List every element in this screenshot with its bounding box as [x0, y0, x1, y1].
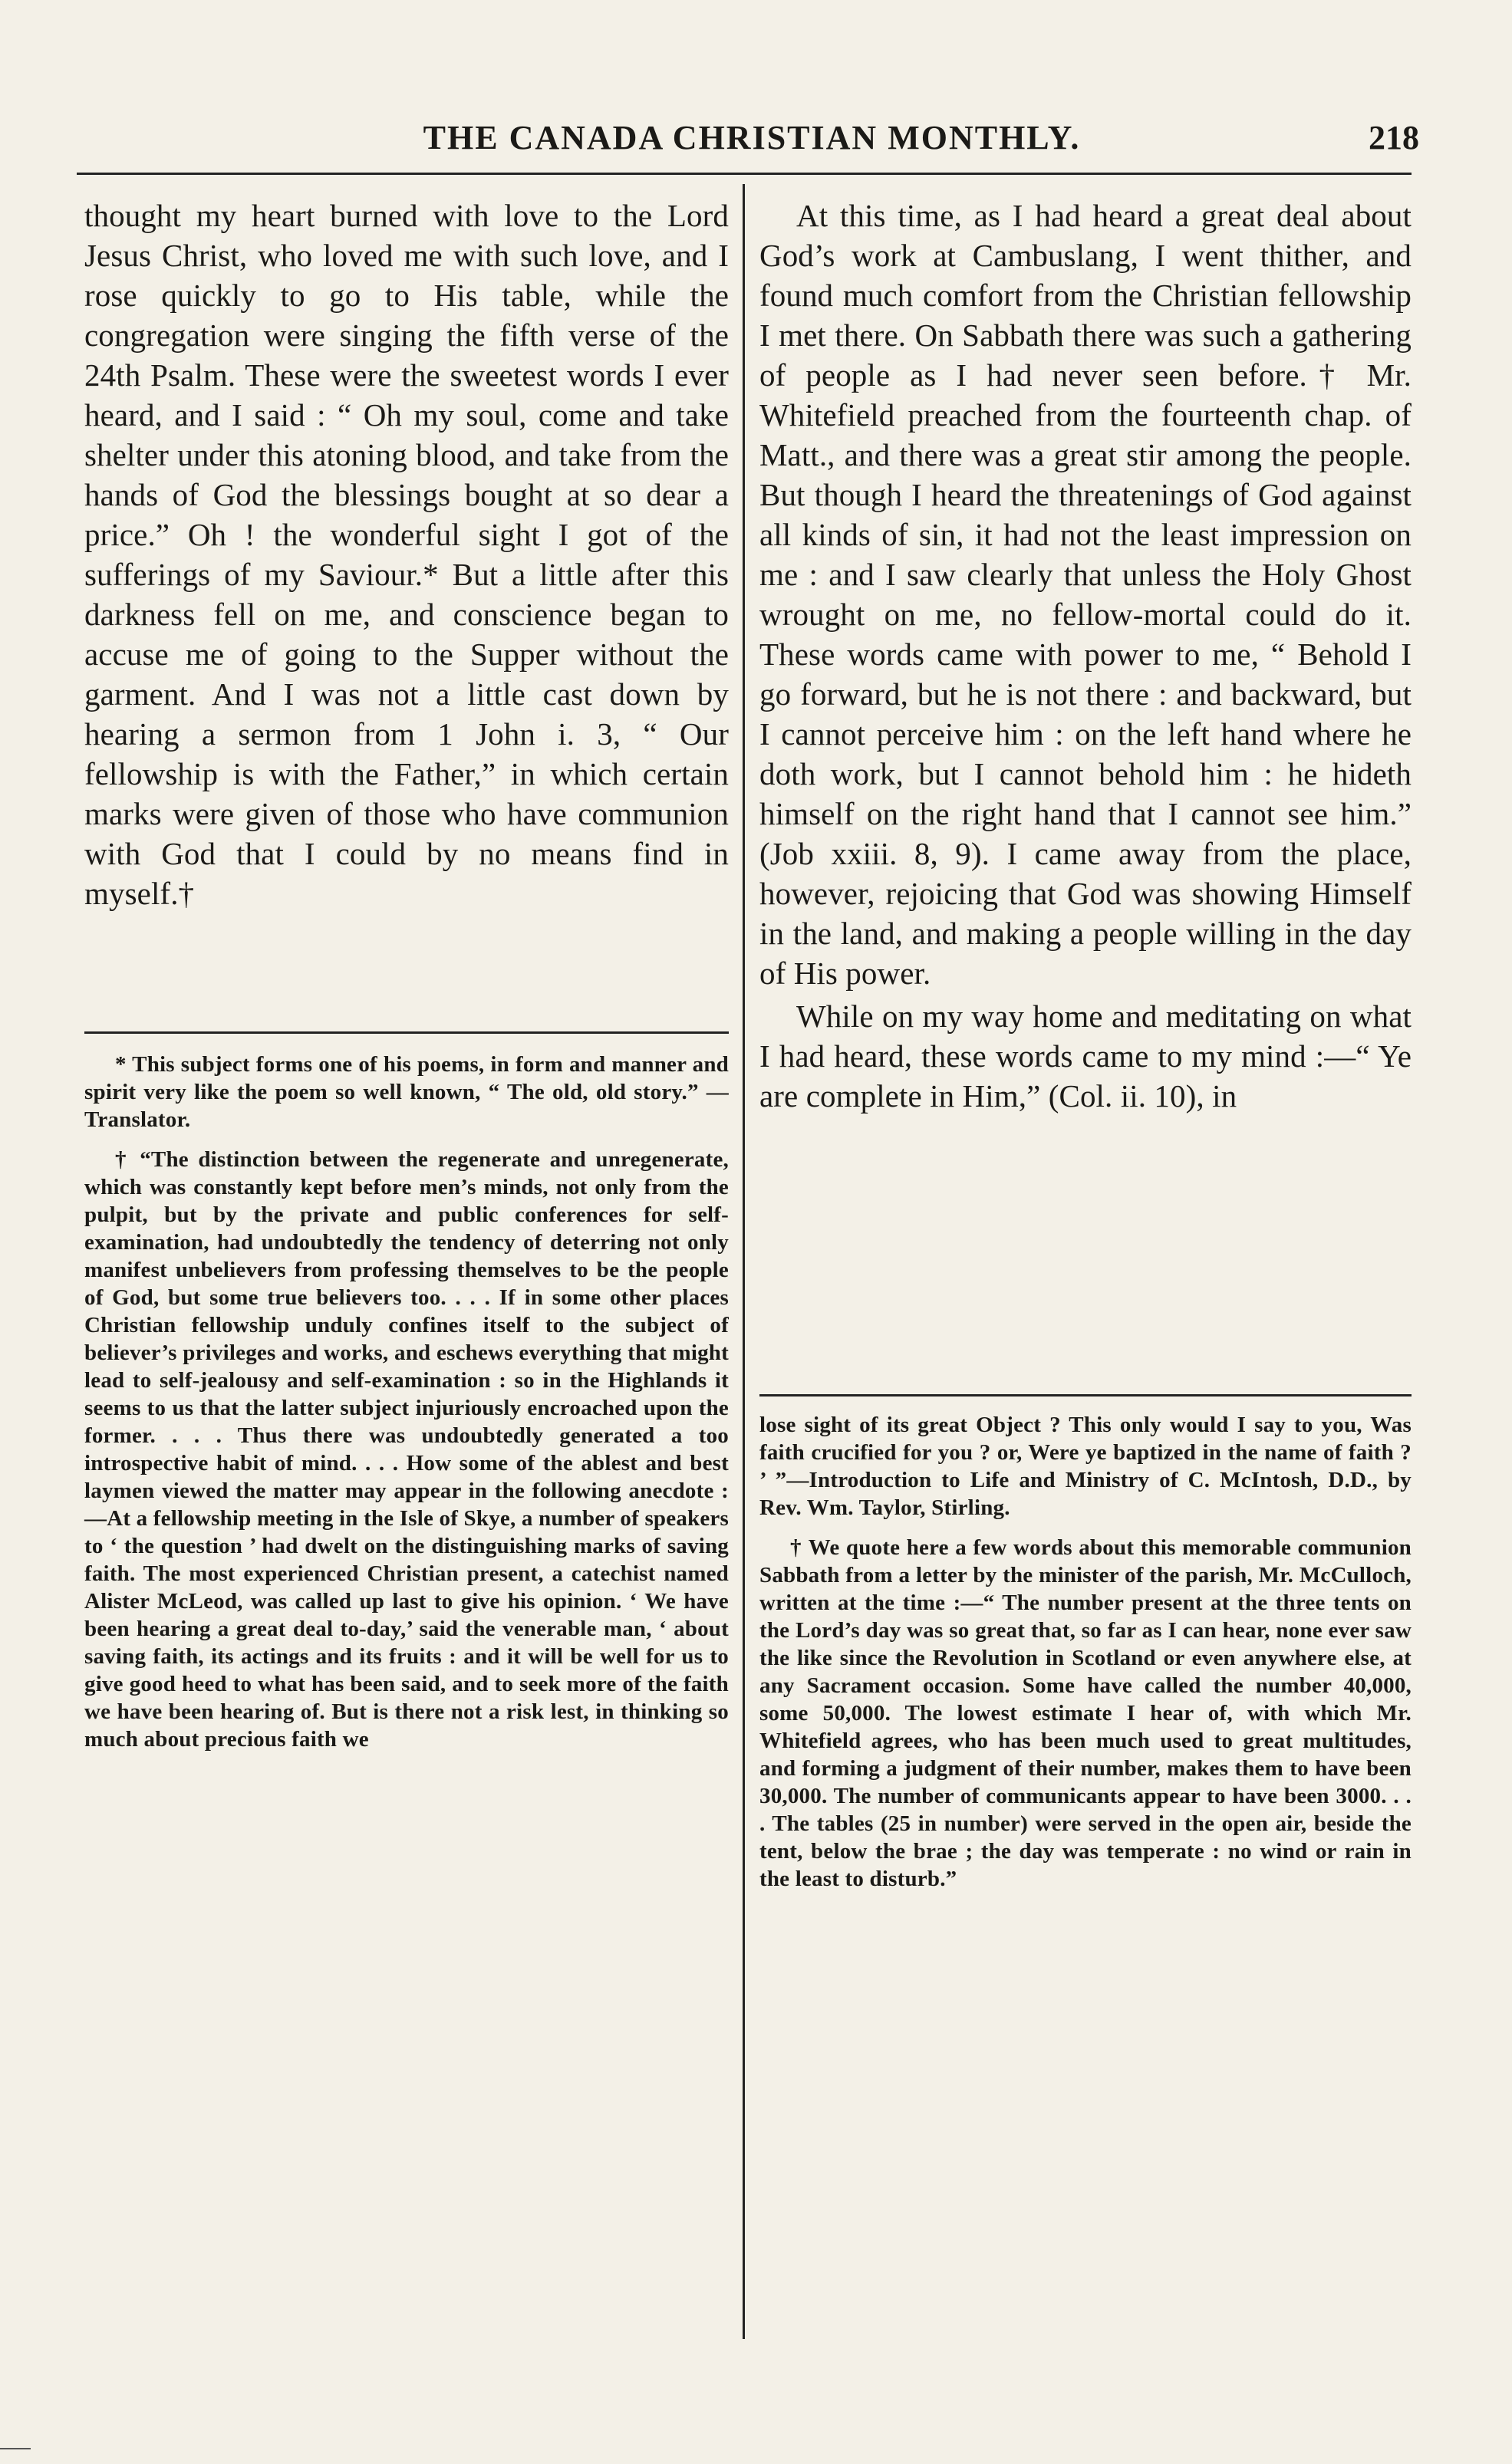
right-paragraph-meditating: While on my way home and meditating on what I had heard, these words came to my mind :—“ Ye are complete in Him,” (Col. ii. 10), in	[759, 998, 1412, 1114]
running-title: THE CANADA CHRISTIAN MONTHLY.	[423, 119, 1081, 156]
left-footnotes	[84, 1051, 729, 1753]
footnote-dagger-distinction: † “The distinction between the regenerate and unregenerate, which was constantly kept before men’s minds, not only from the pulpit, but by the private and public conferences for self-examination, had undoubtedly the tendency of deterring not only manifest unbelievers from professing themselves to be the people of God, but some true believers too. . . . If in some other places Christian fellowship unduly confines itself to the subject of believer’s privileges and works, and eschews everything that might lead to self-jealousy and self-examination : so in the Highlands it seems to us that the latter subject injuriously encroached upon the former. . . . Thus there was undoubtedly generated a too introspective habit of mind. . . . How some of the ablest and best laymen viewed the matter may appear in the following anecdote :—At a fellowship meeting in the Isle of Skye, a number of speakers to ‘ the question ’ had dwelt on the distinguishing marks of saving faith. The most experienced Christian present, a catechist named Alister McLeod, was called up last to give his opinion. ‘ We have been hearing a great deal to-day,’ said the venerable man, ‘ about saving faith, its actings and its fruits : and it will be well for us to give good heed to what has been said, and to seek more of the faith we have been hearing of. But is there not a risk lest, in thinking so much about precious faith we	[84, 1147, 729, 1752]
footnote-continuation: lose sight of its great Object ? This only would I say to you, Was faith crucified for you ? or, Were ye baptized in the name of faith ? ’ ”—Introduction to Life and Ministry of C. McIntosh, D.D., by Rev. Wm. Taylor, Stirling.	[759, 1413, 1412, 1520]
right-footnote-rule	[759, 1394, 1412, 1396]
right-footnotes	[759, 1411, 1412, 1893]
footnote-dagger-communion: † We quote here a few words about this memorable communion Sabbath from a letter by the minister of the parish, Mr. McCulloch, written at the time :—“ The number present at the three tents on the Lord’s day was so great that, so far as I can hear, none ever saw the like since the Revolution in Scotland or even anywhere else, at any Sacrament occasion. Some have called the number 40,000, some 50,000. The lowest estimate I hear of, with which Mr. Whitefield agrees, who has been much used to great multitudes, and forming a judgment of their number, makes them to have been 30,000. The number of communicants appear to have been 3000. . . . The tables (25 in number) were served in the open air, beside the tent, below the brae ; the day was temperate : no wind or rain in the least to disturb.”	[759, 1535, 1412, 1891]
page-number: 218	[1369, 119, 1419, 156]
left-paragraph: thought my heart burned with love to the Lord Jesus Christ, who loved me with such love, and I rose quickly to go to His table, while the congregation were singing the fifth verse of the 24th Psalm. These were the sweetest words I ever heard, and I said : “ Oh my soul, come and take shelter under this atoning blood, and take from the hands of God the blessings bought at so dear a price.” Oh ! the wonderful sight I got of the sufferings of my Saviour.* But a little after this darkness fell on me, and conscience began to accuse me of going to the Supper without the garment. And I was not a little cast down by hearing a sermon from 1 John i. 3, “ Our fellowship is with the Father,” in which certain marks were given of those who have communion with God that I could by no means find in myself.†	[84, 198, 729, 911]
right-paragraph-cambuslang: At this time, as I had heard a great deal about God’s work at Cambuslang, I went thither, and found much comfort from the Christian fellowship I met there. On Sabbath there was such a gathering of people as I had never seen before.† Mr. Whitefield preached from the fourteenth chap. of Matt., and there was a great stir among the people. But though I heard the threatenings of God against all kinds of sin, it had not the least impression on me : and I saw clearly that unless the Holy Ghost wrought on me, no fellow-mortal could do it. These words came with power to me, “ Behold I go forward, but he is not there : and backward, but I cannot perceive him : on the left hand where he doth work, but I cannot behold him : he hideth himself on the right hand that I cannot see him.” (Job xxiii. 8, 9). I came away from the place, however, rejoicing that God was showing Himself in the land, and making a people willing in the day of His power.	[759, 198, 1412, 991]
page-edge-mark	[0, 2448, 31, 2449]
left-column-body	[84, 196, 729, 913]
column-divider	[743, 184, 745, 2339]
left-footnote-rule	[84, 1031, 729, 1034]
right-column-body	[759, 196, 1412, 1116]
footnote-asterisk: * This subject forms one of his poems, in form and manner and spirit very like the poem so well known, “ The old, old story.” —Translator.	[84, 1052, 729, 1132]
header-rule	[77, 173, 1412, 175]
page-header	[0, 115, 1512, 169]
